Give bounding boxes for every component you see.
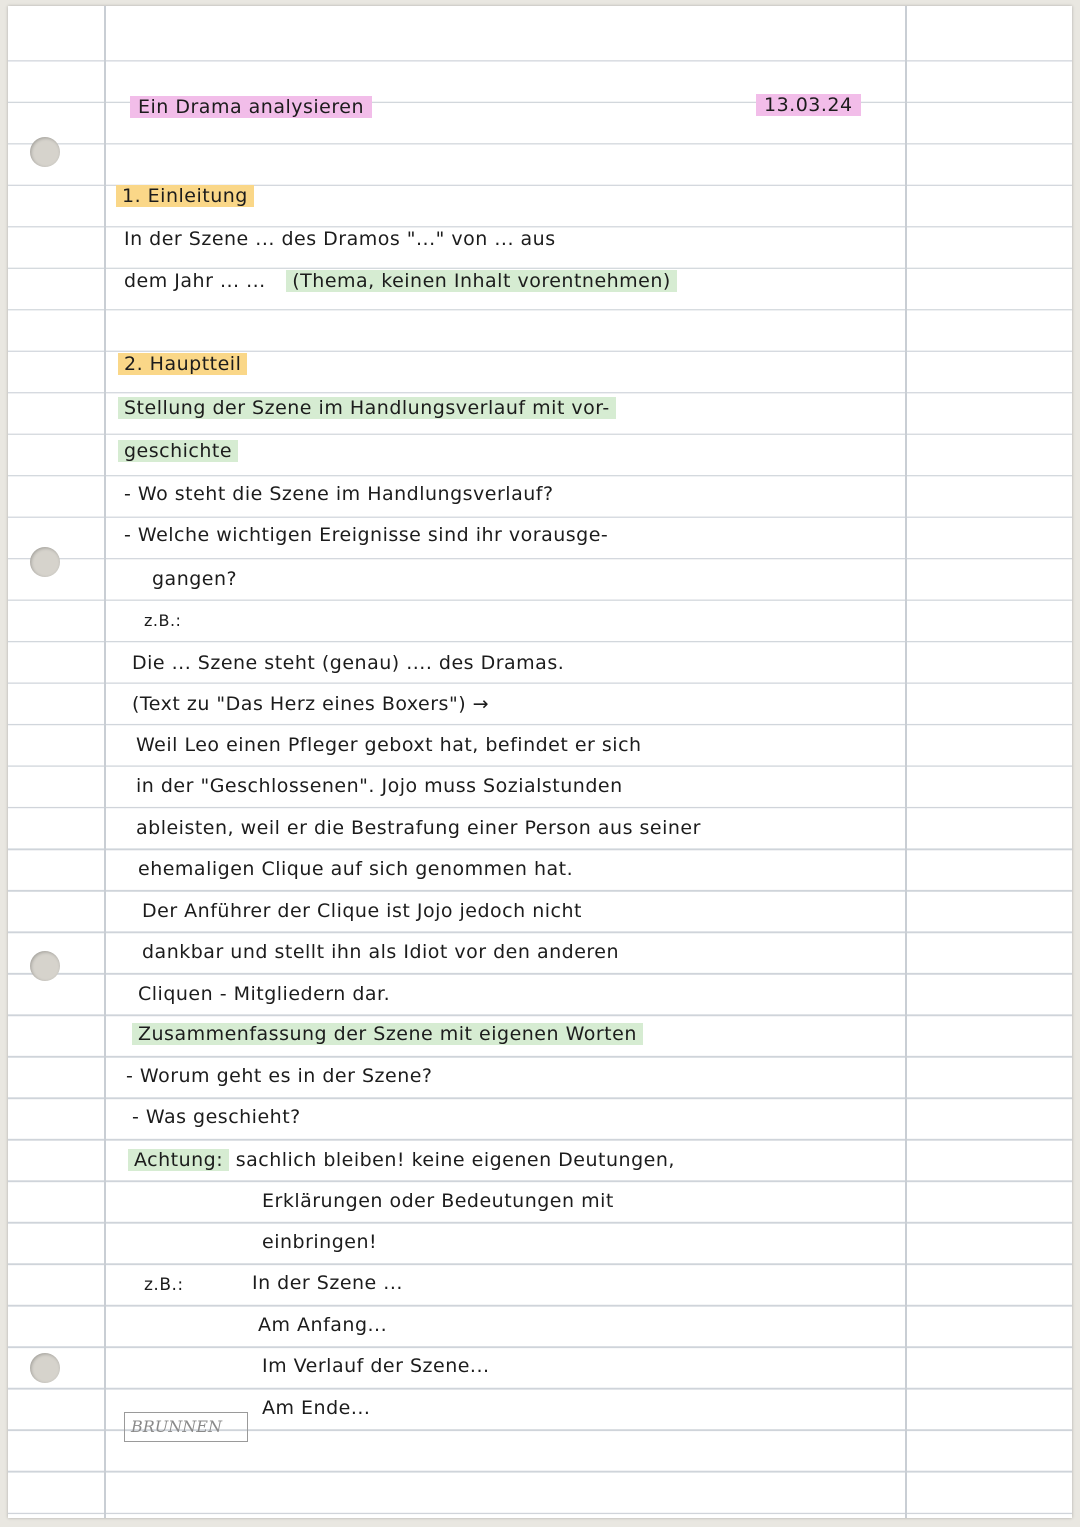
example-line: ehemaligen Clique auf sich genommen hat.: [138, 858, 574, 880]
topic-heading: Stellung der Szene im Handlungsverlauf mit vor-: [118, 395, 616, 421]
question: gangen?: [152, 568, 238, 590]
punch-hole: [30, 137, 60, 167]
question: - Welche wichtigen Ereignisse sind ihr vorausge-: [124, 524, 609, 546]
question: - Worum geht es in der Szene?: [126, 1065, 433, 1087]
example-line: Am Anfang...: [258, 1314, 388, 1336]
example-line: Cliquen - Mitgliedern dar.: [138, 983, 391, 1005]
warning-line: einbringen!: [262, 1231, 378, 1253]
page-title: Ein Drama analysieren: [130, 94, 372, 120]
example-line: (Text zu "Das Herz eines Boxers") →: [132, 693, 490, 715]
example-line: dankbar und stellt ihn als Idiot vor den anderen: [142, 941, 620, 963]
section1-line1: In der Szene ... des Dramos "..." von ... aus: [124, 228, 556, 250]
example-line: Der Anführer der Clique ist Jojo jedoch nicht: [142, 900, 582, 922]
example-line: ableisten, weil er die Bestrafung einer Person aus seiner: [136, 817, 701, 839]
question: - Was geschieht?: [132, 1106, 301, 1128]
topic-heading: geschichte: [118, 438, 238, 464]
example-label: z.B.:: [144, 1275, 184, 1295]
section1-heading: 1. Einleitung: [116, 183, 254, 209]
example-line: Die ... Szene steht (genau) .... des Dramas.: [132, 652, 565, 674]
warning-label: Achtung:: [128, 1149, 229, 1171]
section1-line2: dem Jahr ... ... (Thema, keinen Inhalt vorentnehmen): [124, 268, 677, 294]
example-label: z.B.:: [144, 611, 182, 630]
brand-stamp: BRUNNEN: [124, 1412, 248, 1442]
example-line: Am Ende...: [262, 1397, 371, 1419]
date-label: 13.03.24: [756, 92, 861, 118]
warning-line: Achtung: sachlich bleiben! keine eigenen Deutungen,: [128, 1147, 675, 1173]
warning-line: Erklärungen oder Bedeutungen mit: [262, 1190, 614, 1212]
section2-heading: 2. Hauptteil: [118, 351, 247, 377]
question: - Wo steht die Szene im Handlungsverlauf?: [124, 483, 554, 505]
example-line: in der "Geschlossenen". Jojo muss Sozialstunden: [136, 775, 623, 797]
punch-hole: [30, 547, 60, 577]
example-line: Weil Leo einen Pfleger geboxt hat, befindet er sich: [136, 734, 642, 756]
punch-hole: [30, 951, 60, 981]
example-line: Im Verlauf der Szene...: [262, 1355, 490, 1377]
left-margin-line: [104, 6, 106, 1518]
topic-heading: Zusammenfassung der Szene mit eigenen Worten: [132, 1021, 643, 1047]
example-line: In der Szene ...: [252, 1272, 403, 1294]
right-margin-line: [905, 6, 907, 1518]
punch-hole: [30, 1353, 60, 1383]
